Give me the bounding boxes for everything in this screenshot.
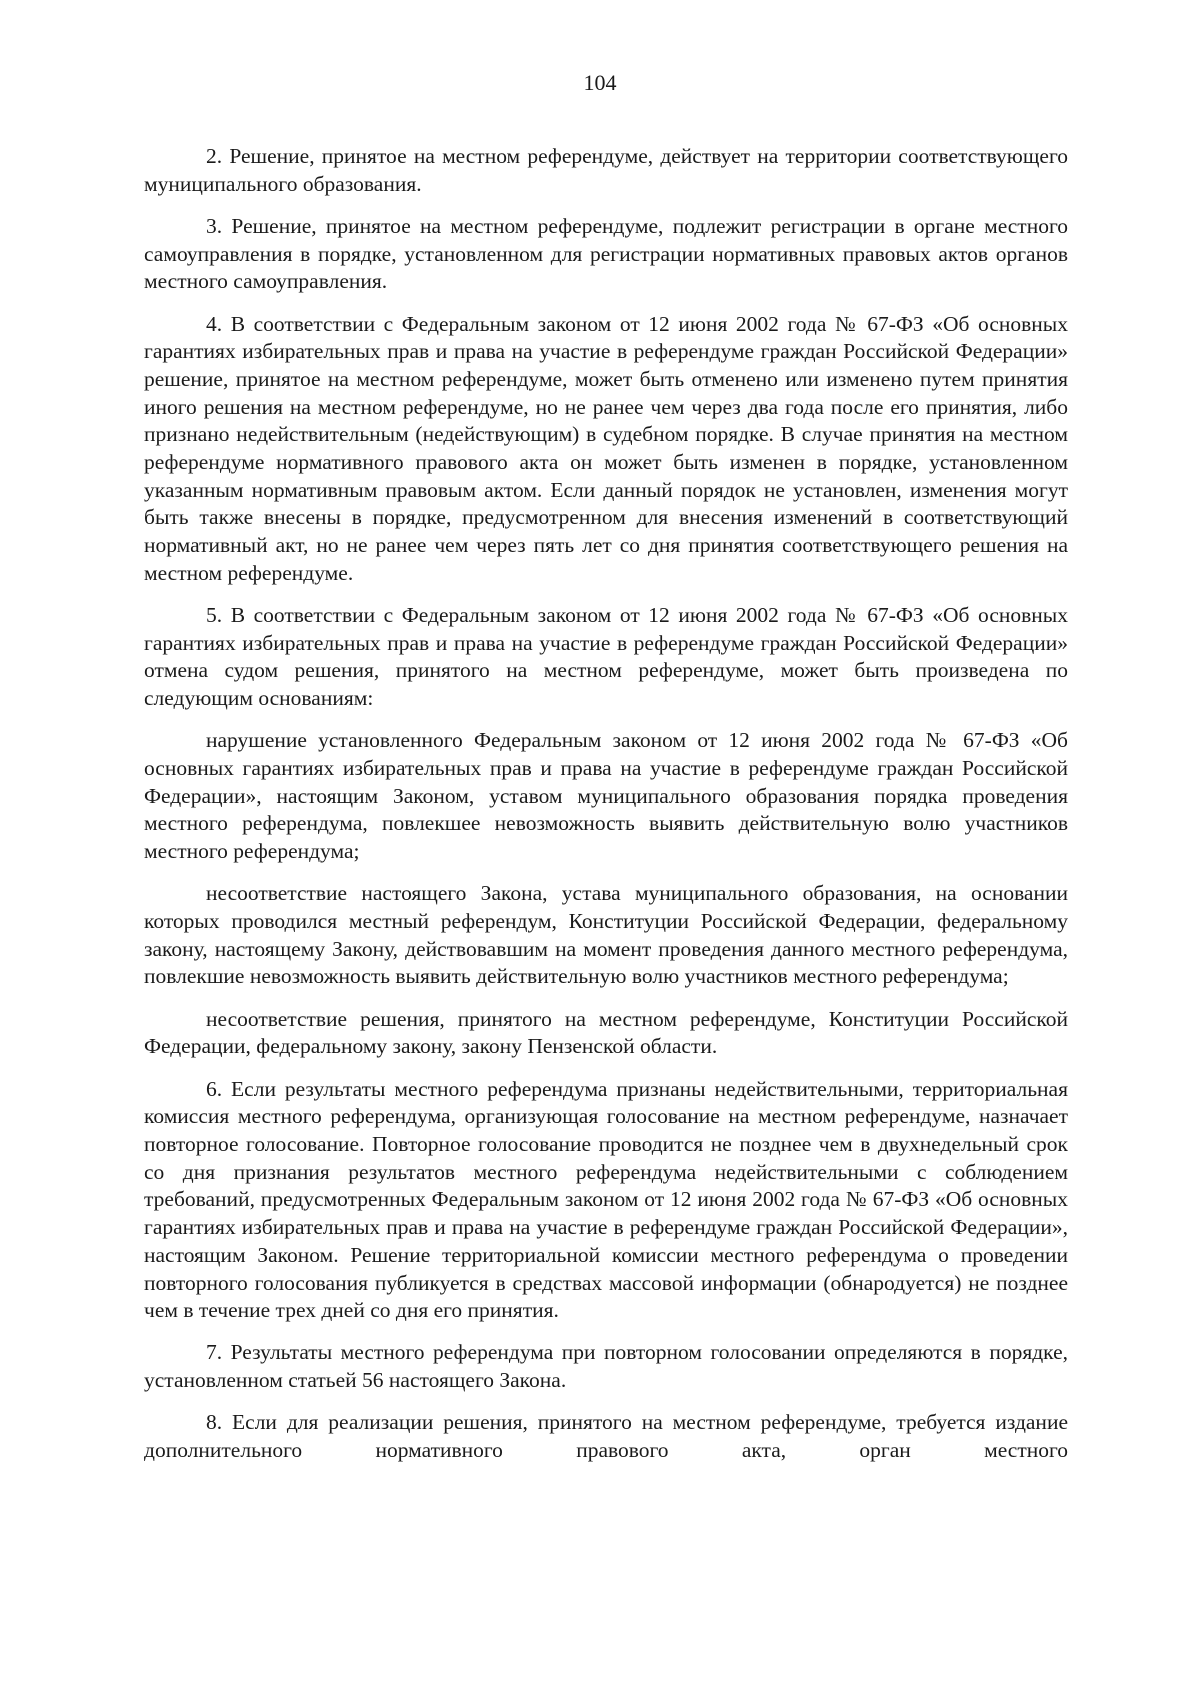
paragraph-ground-decision-nonconformity: несоответствие решения, принятого на местном референдуме, Конституции Российской Федерации, федеральному закону, закону Пензенской области. — [144, 1006, 1068, 1059]
paragraph-item-7: 7. Результаты местного референдума при повторном голосовании определяются в порядке, установленном статьей 56 настоящего Закона. — [144, 1340, 1068, 1393]
paragraph-item-8: 8. Если для реализации решения, принятого на местном референдуме, требуется издание дополнительного нормативного правового акта, орган местного — [144, 1410, 1068, 1463]
paragraph-item-4: 4. В соответствии с Федеральным законом от 12 июня 2002 года № 67-ФЗ «Об основных гарантиях избирательных прав и права на участие в референдуме граждан Российской Федерации» решение, принятое на местном референдуме, может быть отменено или изменено путем принятия иного решения на местном референдуме, но не ранее чем через два года после его принятия, либо признано недействительным (недействующим) в судебном порядке. В случае принятия на местном референдуме нормативного правового акта он может быть изменен в порядке, установленном указанным нормативным правовым актом. Если данный порядок не установлен, изменения могут быть также внесены в порядке, предусмотренном для внесения изменений в соответствующий нормативный акт, но не ранее чем через пять лет со дня принятия соответствующего решения на местном референдуме. — [144, 311, 1068, 585]
paragraph-item-6: 6. Если результаты местного референдума признаны недействительными, территориальная комиссия местного референдума, организующая голосование на местном референдуме, назначает повторное голосование. Повторное голосование проводится не позднее чем в двухнедельный срок со дня признания результатов местного референдума недействительными с соблюдением требований, предусмотренных Федеральным законом от 12 июня 2002 года № 67-ФЗ «Об основных гарантиях избирательных прав и права на участие в референдуме граждан Российской Федерации», настоящим Законом. Решение территориальной комиссии местного референдума о проведении повторного голосования публикуется в средствах массовой информации (обнародуется) не позднее чем в течение трех дней со дня его принятия. — [144, 1076, 1068, 1323]
paragraph-item-5: 5. В соответствии с Федеральным законом от 12 июня 2002 года № 67-ФЗ «Об основных гарантиях избирательных прав и права на участие в референдуме граждан Российской Федерации» отмена судом решения, принятого на местном референдуме, может быть произведена по следующим основаниям: — [144, 603, 1068, 711]
page-number: 104 — [583, 70, 617, 95]
document-body — [144, 143, 1068, 1479]
paragraph-ground-law-nonconformity: несоответствие настоящего Закона, устава муниципального образования, на основании которых проводился местный референдум, Конституции Российской Федерации, федеральному закону, настоящему Закону, действовавшим на момент проведения данного местного референдума, повлекшие невозможность выявить действительную волю участников местного референдума; — [144, 881, 1068, 989]
paragraph-ground-violation: нарушение установленного Федеральным законом от 12 июня 2002 года № 67-ФЗ «Об основных гарантиях избирательных прав и права на участие в референдуме граждан Российской Федерации», настоящим Законом, уставом муниципального образования порядка проведения местного референдума, повлекшее невозможность выявить действительную волю участников местного референдума; — [144, 728, 1068, 864]
paragraph-item-3: 3. Решение, принятое на местном референдуме, подлежит регистрации в органе местного самоуправления в порядке, установленном для регистрации нормативных правовых актов органов местного самоуправления. — [144, 213, 1068, 294]
paragraph-item-2: 2. Решение, принятое на местном референдуме, действует на территории соответствующего муниципального образования. — [144, 144, 1068, 196]
